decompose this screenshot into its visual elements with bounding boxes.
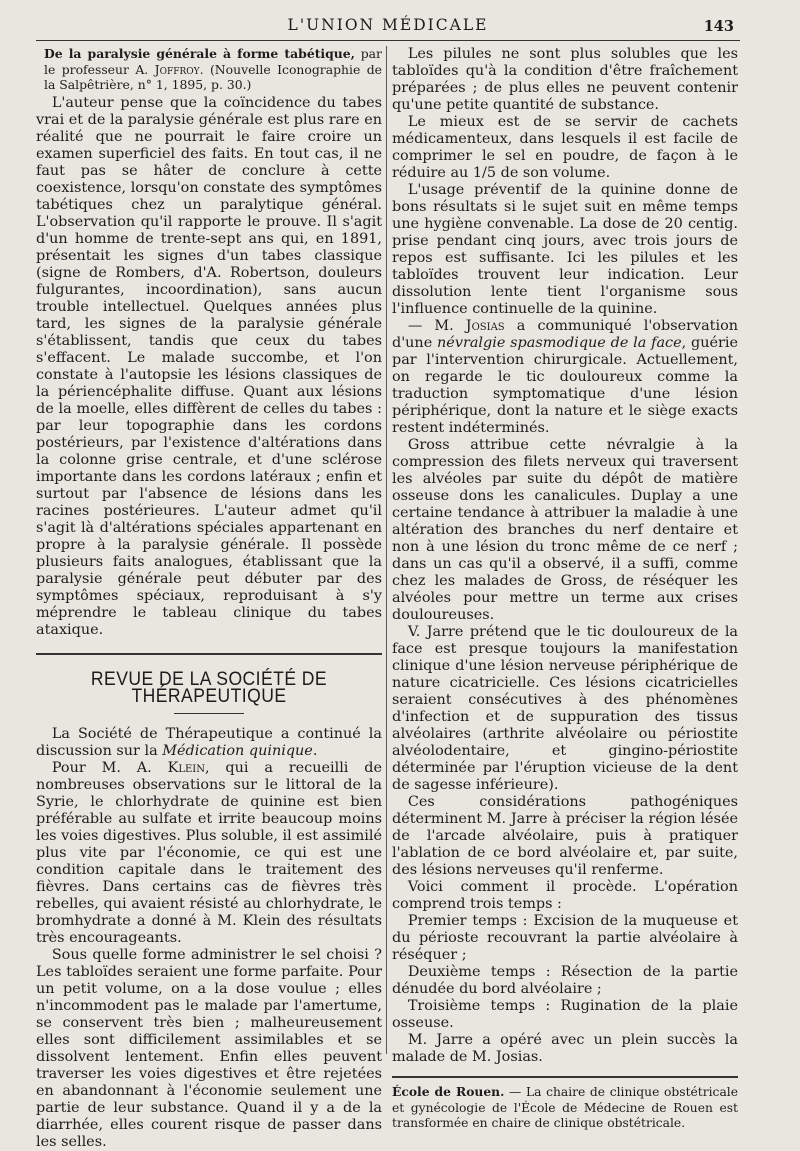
paragraph-jarre: V. Jarre prétend que le tic douloureux de la face est presque toujours la manifestation clinique d'une lésion nerveuse périphérique de nature cicatricielle. Ces lésions cicatricielles seraient consécutives à des phénomènes d'infection et de suppuration des tissus alvéolaires (arthrite alvéolaire ou périostite alvéolodentaire, et gingino-périostite déterminée par l'éruption vicieuse de la dent de sagesse inférieure). — [392, 624, 738, 793]
step-1: Premier temps : Excision de la muqueuse et du périoste recouvrant la partie alvéolaire à réséquer ; — [392, 913, 738, 963]
section-rule — [36, 653, 382, 655]
citation-by: par le professeur A. — [44, 46, 382, 77]
section-paragraph-2: Pour M. A. Klein, qui a recueilli de nombreuses observations sur le littoral de la Syrie, le chlorhydrate de quinine est bien préférable au sulfate et irrite beaucoup moins les voies digestives. Plus soluble, il est assimilé plus vite par l'économie, ce qui est une condition capitale dans le traitement des fièvres. Dans certains cas de fièvres très rebelles, qui avaient résisté au chlorhydrate, le bromhydrate a donné à M. Klein des résultats très encourageants. — [36, 759, 382, 946]
article-citation — [36, 46, 382, 93]
section-paragraph-1: La Société de Thérapeutique a continué la discussion sur la Médication quinique. — [36, 725, 382, 759]
column-divider — [386, 46, 387, 1054]
section-paragraph-3: Sous quelle forme administrer le sel choisi ? Les tabloïdes seraient une forme parfaite. Pour un petit volume, on a la dose voulue ; elles n'incommodent pas le malade par l'amertume, se conservent très bien ; malheureusement elles sont difficilement assimilables et se dissolvent lentement. Enfin elles peuvent traverser les voies digestives et être rejetées en abandonnant à l'économie seulement une partie de leur substance. Quand il y a de la diarrhée, elles courent risque de passer dans les selles. — [36, 946, 382, 1150]
citation-title: De la paralysie générale à forme tabétique, — [44, 46, 355, 61]
page-number: 143 — [703, 18, 734, 35]
news-title: École de Rouen. — [392, 1084, 505, 1099]
news-rule — [392, 1076, 738, 1078]
paragraph-gross: Gross attribue cette névralgie à la compression des filets nerveux qui traversent les alvéoles par suite du dépôt de matière osseuse dons les canalicules. Duplay a une certaine tendance à attribuer la maladie à une altération des branches du nerf dentaire et non à une lésion du tronc même de ce nerf ; dans un cas qu'il a observé, il a suffi, comme chez les malades de Gross, de réséquer les alvéoles pour mettre un terme aux crises douloureuses. — [392, 437, 738, 623]
paragraph-procede: Voici comment il procède. L'opération comprend trois temps : — [392, 879, 738, 912]
step-2: Deuxième temps : Résection de la partie dénudée du bord alvéolaire ; — [392, 964, 738, 997]
left-column — [36, 46, 382, 1151]
paragraph-cachets: Le mieux est de se servir de cachets médicamenteux, dans lesquels il est facile de comprimer le sel en poudre, de façon à le réduire au 1/5 de son volume. — [392, 114, 738, 181]
abstract-paragraph: L'auteur pense que la coïncidence du tabes vrai et de la paralysie générale est plus rare en réalité que ne pourrait le faire croire un examen superficiel des faits. En tout cas, il ne faut pas se hâter de conclure à cette coexistence, lorsqu'on constate des symptômes tabétiques chez un paralytique général. L'observation qu'il rapporte le prouve. Il s'agit d'un homme de trente-sept ans qui, en 1891, présentait les signes d'un tabes classique (signe de Rombers, d'A. Robertson, douleurs fulgurantes, incoordination), sans aucun trouble intellectuel. Quelques années plus tard, les signes de la paralysie générale s'établissent, tandis que ceux du tabes s'effacent. Le malade succombe, et l'on constate à l'autopsie les lésions classiques de la périencéphalite diffuse. Quant aux lésions de la moelle, elles diffèrent de celles du tabes : par leur topographie dans les cordons postérieurs, par l'existence d'altérations dans la colonne grise centrale, et d'une sclérose importante dans les cordons latéraux ; enfin et surtout par l'absence de lésions dans les racines postérieures. L'auteur admet qu'il s'agit là d'altérations spéciales appartenant en propre à la paralysie générale. Il possède plusieurs faits analogues, établissant que la paralysie générale peut débuter par des symptômes spéciaux, reproduisant à s'y méprendre le tableau clinique du tabes ataxique. — [36, 94, 382, 638]
paragraph-usage-preventif: L'usage préventif de la quinine donne de bons résultats si le sujet suit en même temps une hygiène convenable. La dose de 20 centig. prise pendant cinq jours, avec trois jours de repos est suffisante. Ici les pilules et les tabloïdes trouvent leur indication. Leur dissolution lente tient l'organisme sous l'influence continuelle de la quinine. — [392, 182, 738, 317]
right-column — [392, 46, 738, 1132]
news-body: — La chaire de clinique obstétricale et gynécologie de l'École de Médecine de Rouen est transformée en chaire de clinique obstétricale. — [392, 1085, 738, 1130]
news-item — [392, 1084, 738, 1132]
paragraph-considerations: Ces considérations pathogéniques déterminent M. Jarre à préciser la région lésée de l'arcade alvéolaire, puis à pratiquer l'ablation de ce bord alvéolaire et, par suite, des lésions nerveuses qu'il renferme. — [392, 794, 738, 878]
citation-author: Joffroy — [154, 61, 200, 77]
operation-steps — [392, 913, 738, 1032]
short-rule — [174, 713, 244, 714]
paragraph-josias: — M. Josias a communiqué l'observation d'une névralgie spasmodique de la face, guérie par l'intervention chirurgicale. Actuellement, on regarde le tic douloureux comme la traduction symptomatique d'une lésion périphérique, dont la nature et le siège exacts restent indéterminés. — [392, 318, 738, 436]
section-title: REVUE DE LA SOCIÉTÉ DE THÉRAPEUTIQUE — [90, 667, 328, 707]
paragraph-succes: M. Jarre a opéré avec un plein succès la malade de M. Josias. — [392, 1032, 738, 1065]
step-3: Troisième temps : Rugination de la plaie osseuse. — [392, 998, 738, 1031]
paragraph-pilules: Les pilules ne sont plus solubles que les tabloïdes qu'à la condition d'être fraîchement préparées ; de plus elles ne peuvent contenir qu'une petite quantité de substance. — [392, 46, 738, 113]
running-head — [36, 12, 740, 41]
citation-source: . (Nouvelle Iconographie de la Salpêtrière, n° 1, 1895, p. 30.) — [44, 61, 382, 92]
journal-title: L'UNION MÉDICALE — [287, 16, 489, 34]
